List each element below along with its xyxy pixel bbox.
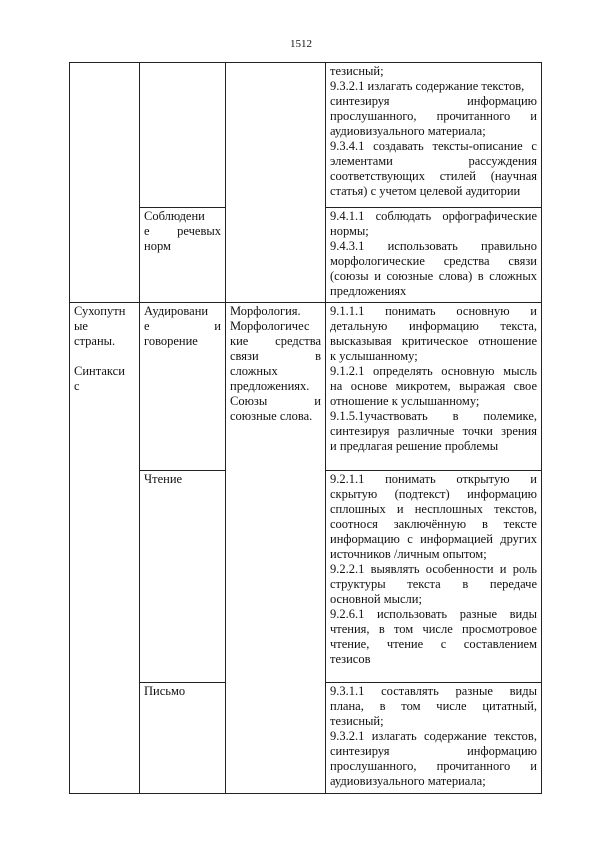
word: и	[530, 759, 537, 773]
word: 9.1.2.1	[330, 364, 365, 378]
text-line	[330, 502, 537, 517]
text-line	[330, 729, 537, 744]
word: 9.2.6.1	[330, 607, 365, 621]
word: (научная	[490, 169, 537, 183]
word: тексте	[503, 517, 537, 531]
skill-cell	[140, 303, 226, 471]
text-line	[330, 487, 537, 502]
text-line: к услышанному;	[330, 349, 418, 363]
word: просмотровое	[462, 622, 537, 636]
word: рассуждения	[468, 154, 537, 168]
text-line	[330, 699, 537, 714]
text-line: Соблюдени	[144, 209, 205, 223]
word: прослушанного,	[330, 109, 417, 123]
topic-cell	[226, 303, 326, 794]
word: с	[440, 637, 447, 651]
word: определять	[373, 364, 433, 378]
page-number: 1512	[290, 38, 312, 50]
text-line	[330, 239, 537, 254]
word: понимать	[385, 472, 436, 486]
word: составлением	[463, 637, 537, 651]
text-line	[330, 759, 537, 774]
word: слова)	[438, 269, 473, 283]
word: особенности	[425, 562, 494, 576]
objectives-cell	[326, 208, 542, 303]
text-line	[330, 364, 537, 379]
word: в	[379, 699, 386, 713]
curriculum-table	[69, 62, 542, 794]
word: связи	[230, 349, 259, 363]
text-line	[330, 109, 537, 124]
text-line	[330, 94, 537, 109]
word: 9.3.4.1	[330, 139, 365, 153]
word: 9.3.2.1	[330, 729, 365, 743]
text-line	[330, 424, 537, 439]
word: открытую	[456, 472, 510, 486]
text-line: Сухопутн	[74, 304, 126, 318]
text-line	[330, 409, 537, 424]
word: связи	[508, 254, 537, 268]
word: в	[452, 409, 459, 423]
word: виды	[509, 684, 537, 698]
word: текстов,	[494, 729, 537, 743]
word: и	[530, 109, 537, 123]
text-line: Морфология.	[230, 304, 301, 318]
text-line	[330, 622, 537, 637]
word: и	[499, 562, 507, 576]
word: прослушанного,	[330, 759, 417, 773]
word: на	[330, 379, 343, 393]
word: 9.4.1.1	[330, 209, 365, 223]
text-line: предложениях.	[230, 379, 310, 393]
text-line	[330, 269, 537, 284]
text-line	[330, 139, 537, 154]
text-line: аудиовизуального материала;	[330, 124, 486, 138]
word: сложных	[489, 269, 537, 283]
word: соответствующих	[330, 169, 425, 183]
text-line	[330, 532, 537, 547]
word: 9.3.1.1	[330, 684, 365, 698]
theme-cell	[70, 303, 140, 794]
topic-cell	[226, 63, 326, 303]
word: отношение	[478, 334, 537, 348]
word: передаче	[489, 577, 537, 591]
word: средства	[275, 334, 321, 348]
word: выявлять	[370, 562, 420, 576]
word: основе	[350, 379, 388, 393]
word: информацию	[467, 487, 537, 501]
word: правильно	[481, 239, 537, 253]
word: орфографические	[442, 209, 537, 223]
word: 9.2.1.1	[330, 472, 365, 486]
word: прочитанного	[436, 109, 511, 123]
word: речевых	[177, 224, 221, 238]
word: (союзы	[330, 269, 369, 283]
word: создавать	[373, 139, 424, 153]
text-line: норм	[144, 239, 171, 253]
theme-cell	[70, 63, 140, 303]
word: зрения	[501, 424, 537, 438]
text-line: сложных	[230, 364, 278, 378]
text-line	[330, 562, 537, 577]
text-line	[230, 349, 321, 364]
text-line	[330, 319, 537, 334]
word: роль	[512, 562, 537, 576]
word: микротем,	[395, 379, 451, 393]
word: тексты-описание	[432, 139, 523, 153]
word: и	[214, 319, 221, 333]
text-line: Аудировани	[144, 304, 209, 318]
skill-cell	[140, 63, 226, 208]
word: виды	[509, 607, 537, 621]
text-line	[330, 209, 537, 224]
text-line: страны.	[74, 334, 116, 348]
text-line	[330, 744, 537, 759]
word: цитатный,	[482, 699, 537, 713]
word: сплошных	[330, 502, 386, 516]
word: понимать	[385, 304, 436, 318]
word: и	[314, 394, 321, 408]
word: мысль	[503, 364, 537, 378]
text-line	[330, 517, 537, 532]
word: выражая	[459, 379, 506, 393]
word: использовать	[376, 607, 448, 621]
text-line: 9.3.2.1 излагать содержание текстов,	[330, 79, 525, 93]
word: излагать	[371, 729, 417, 743]
word: основную	[456, 304, 510, 318]
text-line	[330, 637, 537, 652]
text-line: нормы;	[330, 224, 369, 238]
text-line: предложениях	[330, 284, 407, 298]
blank-line	[74, 349, 135, 364]
word: синтезируя	[330, 744, 390, 758]
word: в	[462, 577, 469, 591]
skill-cell	[140, 683, 226, 794]
text-line: ые	[74, 319, 88, 333]
word: высказывая	[330, 334, 392, 348]
word: и	[396, 502, 404, 516]
word: том	[393, 622, 414, 636]
text-line	[330, 254, 537, 269]
text-line: Письмо	[144, 684, 186, 698]
word: критическое	[401, 334, 469, 348]
text-line	[230, 334, 321, 349]
text-line: Морфологичес	[230, 319, 310, 333]
word: детальную	[330, 319, 388, 333]
text-line: с	[74, 379, 80, 393]
text-line	[330, 379, 537, 394]
word: Союзы	[230, 394, 268, 408]
text-line: тезисов	[330, 652, 371, 666]
word: точки	[462, 424, 493, 438]
word: стилей	[439, 169, 476, 183]
word: в	[315, 349, 321, 363]
table-row	[70, 303, 542, 471]
word: числе	[436, 699, 467, 713]
table-row	[70, 63, 542, 208]
word: информацию	[467, 94, 537, 108]
word: е	[144, 319, 150, 333]
word: числе	[422, 622, 453, 636]
word: (подтекст)	[394, 487, 450, 501]
word: синтезируя	[330, 94, 390, 108]
word: чтения,	[330, 622, 370, 636]
word: свое	[513, 379, 537, 393]
skill-cell	[140, 208, 226, 303]
word: 9.1.1.1	[330, 304, 365, 318]
objectives-cell	[326, 471, 542, 683]
word: в	[481, 517, 488, 531]
text-line: аудиовизуального материала;	[330, 774, 486, 788]
word: с	[407, 532, 413, 546]
text-line	[330, 169, 537, 184]
skill-cell	[140, 471, 226, 683]
text-line: статья) с учетом целевой аудитории	[330, 184, 521, 198]
word: и	[530, 304, 537, 318]
word: несплошных	[414, 502, 483, 516]
word: заключённую	[393, 517, 467, 531]
word: основную	[441, 364, 495, 378]
text-line	[330, 334, 537, 349]
word: соблюдать	[375, 209, 432, 223]
objectives-cell	[326, 303, 542, 471]
text-line: Чтение	[144, 472, 183, 486]
word: в	[378, 622, 385, 636]
word: 9.2.2.1	[330, 562, 365, 576]
word: текстов,	[494, 502, 537, 516]
word: информацию	[467, 744, 537, 758]
word: средства	[443, 254, 490, 268]
word: соотнося	[330, 517, 378, 531]
text-line	[330, 607, 537, 622]
word: 9.4.3.1	[330, 239, 365, 253]
text-line: отношение к услышанному;	[330, 394, 480, 408]
word: других	[500, 532, 537, 546]
word: е	[144, 224, 150, 238]
word: и	[530, 472, 537, 486]
text-line: основной мысли;	[330, 592, 422, 606]
word: прочитанного	[436, 759, 511, 773]
text-line	[330, 684, 537, 699]
text-line: говорение	[144, 334, 198, 348]
text-line: и предлагая решение проблемы	[330, 439, 499, 453]
word: текста	[407, 577, 441, 591]
word: союзные	[386, 269, 434, 283]
word: скрытую	[330, 487, 378, 501]
text-line: союзные слова.	[230, 409, 313, 423]
word: кие	[230, 334, 249, 348]
objectives-cell	[326, 683, 542, 794]
word: чтение	[386, 637, 424, 651]
word: информацию	[408, 319, 479, 333]
word: плана,	[330, 699, 364, 713]
text-line	[330, 304, 537, 319]
text-line	[330, 472, 537, 487]
text-line: Синтакси	[74, 364, 125, 378]
word: элементами	[330, 154, 393, 168]
objectives-cell	[326, 63, 542, 208]
text-line	[144, 319, 221, 334]
word: морфологические	[330, 254, 425, 268]
word: и	[374, 269, 381, 283]
word: в	[477, 269, 484, 283]
text-line: источников /личным опытом;	[330, 547, 487, 561]
word: информацию	[330, 532, 400, 546]
text-line	[330, 154, 537, 169]
word: информацией	[420, 532, 493, 546]
text-line	[330, 577, 537, 592]
word: 9.1.5.1участвовать	[330, 409, 428, 423]
text-line: тезисный;	[330, 64, 384, 78]
word: различные	[397, 424, 455, 438]
word: полемике,	[483, 409, 537, 423]
word: синтезируя	[330, 424, 390, 438]
word: разные	[459, 607, 498, 621]
word: составлять	[381, 684, 439, 698]
word: чтение,	[330, 637, 370, 651]
word: разные	[455, 684, 493, 698]
word: с	[531, 139, 537, 153]
word: структуры	[330, 577, 386, 591]
word: содержание	[424, 729, 487, 743]
text-line	[230, 394, 321, 409]
word: том	[401, 699, 421, 713]
text-line	[144, 224, 221, 239]
word: использовать	[387, 239, 458, 253]
text-line: тезисный;	[330, 714, 384, 728]
word: текста,	[500, 319, 537, 333]
